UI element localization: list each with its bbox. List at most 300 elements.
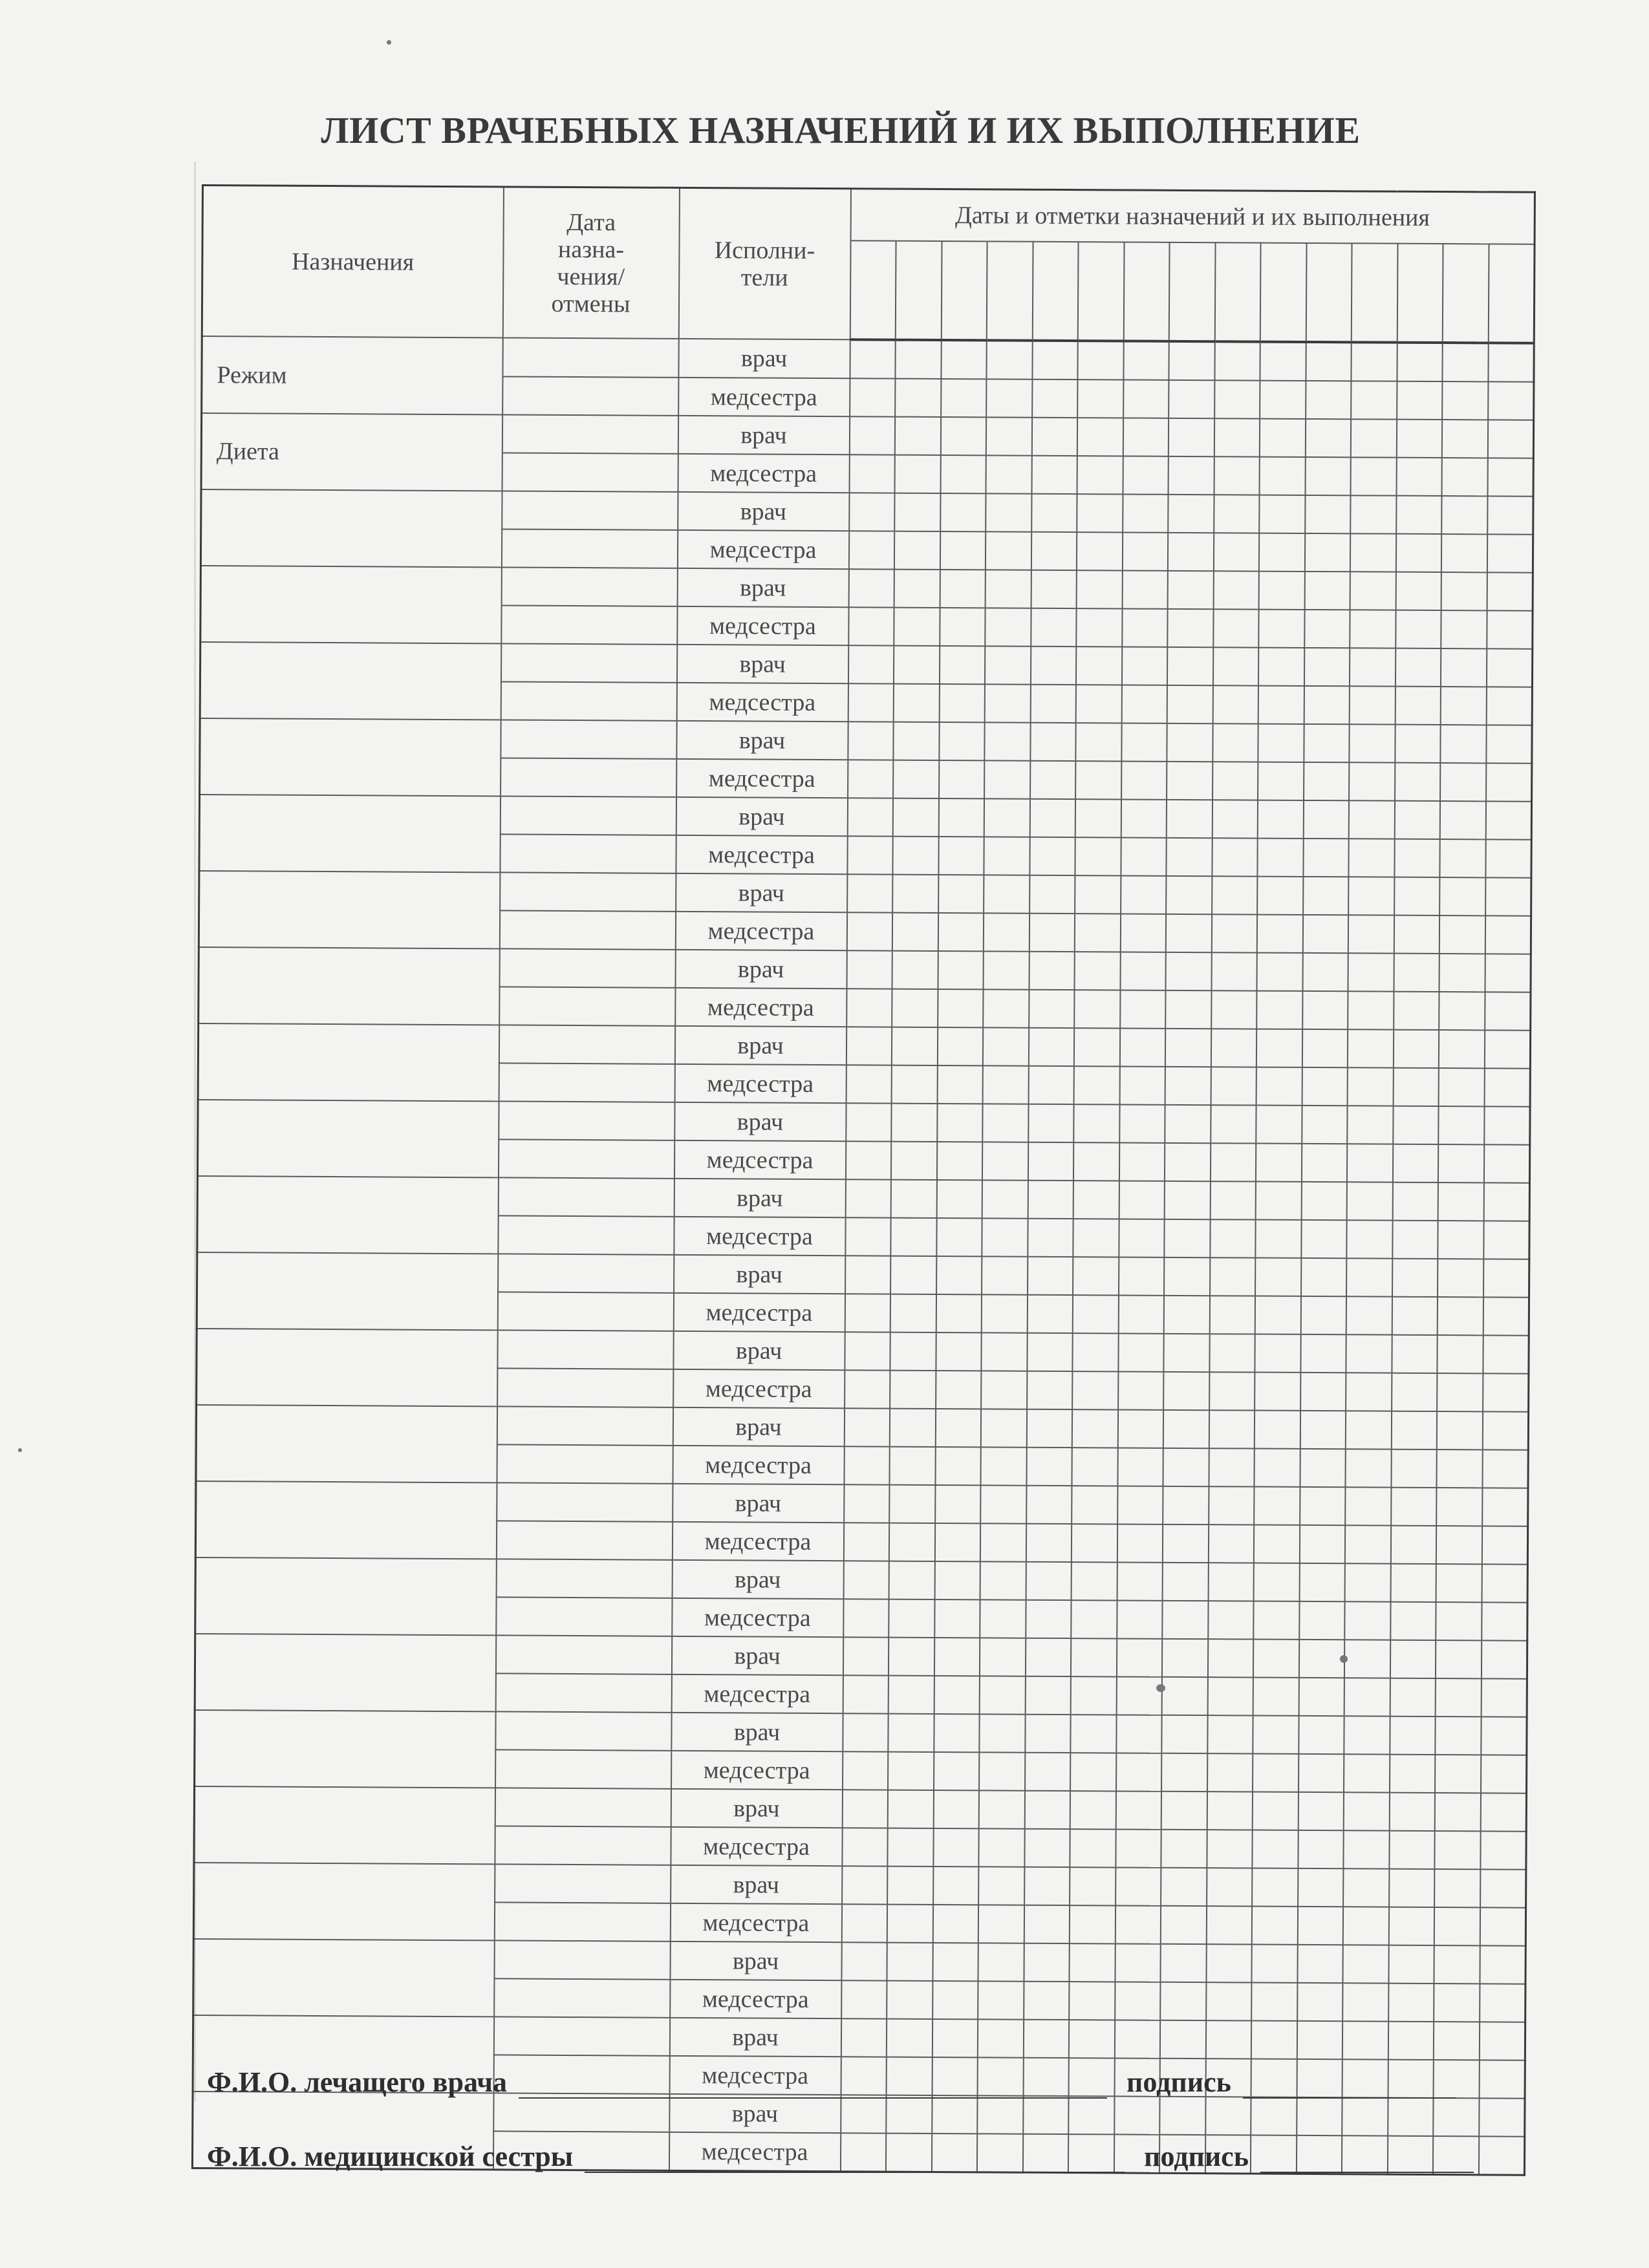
date-cell[interactable]	[498, 1215, 674, 1254]
mark-cell[interactable]	[1121, 685, 1167, 723]
date-cell[interactable]	[500, 796, 676, 835]
mark-cell[interactable]	[1388, 2022, 1434, 2060]
mark-cell[interactable]	[933, 1867, 979, 1905]
mark-cell[interactable]	[1485, 877, 1531, 915]
mark-cell[interactable]	[887, 1867, 933, 1905]
mark-cell[interactable]	[1343, 1868, 1389, 1907]
mark-cell[interactable]	[1122, 570, 1168, 608]
mark-cell[interactable]	[1207, 1677, 1253, 1715]
mark-cell[interactable]	[1078, 341, 1124, 380]
mark-cell[interactable]	[843, 1599, 889, 1637]
mark-cell[interactable]	[890, 1332, 936, 1371]
mark-cell[interactable]	[1119, 1257, 1165, 1295]
mark-cell[interactable]	[1394, 839, 1440, 877]
mark-cell[interactable]	[936, 1294, 982, 1332]
mark-cell[interactable]	[1346, 1411, 1392, 1449]
mark-cell[interactable]	[1351, 457, 1397, 495]
mark-cell[interactable]	[941, 379, 987, 417]
mark-cell[interactable]	[940, 608, 986, 646]
mark-cell[interactable]	[1442, 381, 1488, 420]
mark-cell[interactable]	[1163, 1524, 1209, 1563]
mark-cell[interactable]	[986, 493, 1031, 531]
mark-cell[interactable]	[1169, 456, 1214, 495]
mark-cell[interactable]	[1165, 1181, 1211, 1219]
date-cell[interactable]	[494, 1902, 670, 1941]
mark-cell[interactable]	[1302, 991, 1348, 1029]
mark-cell[interactable]	[1343, 1907, 1389, 1945]
mark-cell[interactable]	[1211, 914, 1257, 952]
mark-cell[interactable]	[1030, 761, 1076, 799]
mark-cell[interactable]	[1441, 610, 1487, 648]
mark-cell[interactable]	[1207, 1792, 1253, 1830]
mark-cell[interactable]	[841, 1980, 887, 2018]
mark-cell[interactable]	[1479, 2060, 1525, 2098]
mark-cell[interactable]	[1163, 1448, 1209, 1486]
mark-cell[interactable]	[1346, 1296, 1392, 1334]
mark-cell[interactable]	[939, 646, 985, 684]
mark-cell[interactable]	[980, 1561, 1026, 1599]
mark-cell[interactable]	[1392, 1373, 1438, 1411]
mark-cell[interactable]	[849, 455, 895, 493]
mark-cell[interactable]	[933, 1828, 979, 1867]
mark-cell[interactable]	[1348, 877, 1394, 915]
mark-cell[interactable]	[1300, 1334, 1346, 1373]
date-cell[interactable]	[499, 1025, 674, 1064]
mark-cell[interactable]	[846, 1065, 892, 1103]
mark-cell[interactable]	[1487, 572, 1533, 610]
mark-cell[interactable]	[887, 1905, 933, 1943]
mark-cell[interactable]	[940, 570, 986, 608]
mark-cell[interactable]	[1122, 532, 1168, 570]
mark-cell[interactable]	[895, 379, 941, 417]
date-column-header[interactable]	[941, 241, 987, 340]
mark-cell[interactable]	[1070, 1715, 1116, 1753]
mark-cell[interactable]	[1026, 1448, 1072, 1486]
mark-cell[interactable]	[1435, 1831, 1481, 1869]
date-cell[interactable]	[500, 872, 676, 911]
mark-cell[interactable]	[979, 1714, 1025, 1752]
mark-cell[interactable]	[1161, 1753, 1207, 1792]
mark-cell[interactable]	[1031, 608, 1077, 647]
mark-cell[interactable]	[1214, 418, 1260, 456]
mark-cell[interactable]	[1484, 1068, 1530, 1106]
mark-cell[interactable]	[1071, 1638, 1117, 1676]
mark-cell[interactable]	[890, 1256, 936, 1294]
mark-cell[interactable]	[843, 1675, 889, 1713]
mark-cell[interactable]	[1480, 1945, 1525, 1984]
mark-cell[interactable]	[1253, 1792, 1299, 1830]
mark-cell[interactable]	[1483, 1297, 1529, 1335]
mark-cell[interactable]	[1211, 952, 1257, 990]
mark-cell[interactable]	[1115, 1905, 1161, 1943]
mark-cell[interactable]	[1074, 1066, 1120, 1104]
mark-cell[interactable]	[1024, 1943, 1070, 1982]
mark-cell[interactable]	[1484, 1144, 1530, 1182]
mark-cell[interactable]	[1479, 2136, 1525, 2175]
mark-cell[interactable]	[1304, 762, 1350, 800]
mark-cell[interactable]	[1205, 2020, 1251, 2059]
mark-cell[interactable]	[841, 1942, 887, 1980]
mark-cell[interactable]	[939, 760, 985, 798]
mark-cell[interactable]	[845, 1332, 890, 1370]
mark-cell[interactable]	[1482, 1488, 1528, 1526]
mark-cell[interactable]	[844, 1446, 890, 1484]
mark-cell[interactable]	[1302, 1106, 1348, 1144]
mark-cell[interactable]	[1075, 914, 1121, 952]
mark-cell[interactable]	[1396, 610, 1441, 648]
mark-cell[interactable]	[1488, 381, 1534, 420]
mark-cell[interactable]	[1437, 1450, 1483, 1488]
mark-cell[interactable]	[1396, 458, 1442, 496]
mark-cell[interactable]	[890, 1409, 936, 1447]
mark-cell[interactable]	[1436, 1602, 1482, 1640]
mark-cell[interactable]	[979, 1790, 1025, 1828]
mark-cell[interactable]	[1252, 1945, 1298, 1983]
mark-cell[interactable]	[1303, 800, 1349, 839]
mark-cell[interactable]	[1488, 420, 1534, 458]
mark-cell[interactable]	[1161, 1715, 1207, 1753]
mark-cell[interactable]	[893, 798, 939, 837]
appointment-cell[interactable]	[194, 1786, 495, 1864]
mark-cell[interactable]	[1486, 725, 1532, 763]
mark-cell[interactable]	[978, 2019, 1024, 2057]
mark-cell[interactable]	[1390, 1755, 1436, 1793]
mark-cell[interactable]	[845, 1217, 891, 1256]
mark-cell[interactable]	[889, 1599, 934, 1638]
mark-cell[interactable]	[1298, 1792, 1344, 1830]
mark-cell[interactable]	[938, 913, 984, 951]
mark-cell[interactable]	[982, 1142, 1028, 1180]
mark-cell[interactable]	[1167, 609, 1213, 647]
mark-cell[interactable]	[1342, 2021, 1388, 2059]
mark-cell[interactable]	[1302, 1067, 1348, 1106]
mark-cell[interactable]	[1123, 380, 1169, 418]
mark-cell[interactable]	[1210, 1257, 1256, 1296]
mark-cell[interactable]	[1487, 496, 1533, 534]
mark-cell[interactable]	[1164, 1296, 1210, 1334]
mark-cell[interactable]	[887, 1828, 933, 1867]
mark-cell[interactable]	[1211, 990, 1257, 1029]
mark-cell[interactable]	[1073, 1219, 1119, 1257]
mark-cell[interactable]	[986, 379, 1032, 417]
mark-cell[interactable]	[1073, 1257, 1119, 1295]
mark-cell[interactable]	[1026, 1562, 1072, 1600]
mark-cell[interactable]	[982, 1180, 1028, 1218]
mark-cell[interactable]	[1348, 1067, 1394, 1106]
mark-cell[interactable]	[1116, 1829, 1161, 1867]
mark-cell[interactable]	[1390, 1640, 1436, 1678]
mark-cell[interactable]	[1028, 1257, 1073, 1295]
appointment-cell[interactable]	[197, 1176, 499, 1254]
mark-cell[interactable]	[1303, 877, 1349, 915]
mark-cell[interactable]	[1346, 1449, 1392, 1487]
mark-cell[interactable]	[1025, 1638, 1071, 1676]
mark-cell[interactable]	[1391, 1450, 1437, 1488]
mark-cell[interactable]	[1433, 2098, 1479, 2136]
mark-cell[interactable]	[932, 1943, 978, 1981]
mark-cell[interactable]	[1161, 1830, 1207, 1868]
mark-cell[interactable]	[1212, 876, 1258, 914]
date-cell[interactable]	[495, 1749, 671, 1788]
mark-cell[interactable]	[1442, 458, 1488, 496]
mark-cell[interactable]	[1072, 1333, 1118, 1371]
mark-cell[interactable]	[1256, 1144, 1302, 1182]
mark-cell[interactable]	[939, 684, 985, 722]
mark-cell[interactable]	[1212, 723, 1258, 762]
mark-cell[interactable]	[890, 1371, 936, 1409]
mark-cell[interactable]	[932, 2095, 978, 2134]
date-column-header[interactable]	[850, 241, 896, 339]
appointment-cell[interactable]: Диета	[201, 413, 502, 491]
mark-cell[interactable]	[889, 1447, 935, 1485]
mark-cell[interactable]	[1351, 381, 1397, 419]
mark-cell[interactable]	[984, 875, 1029, 913]
date-column-header[interactable]	[1214, 242, 1260, 341]
mark-cell[interactable]	[887, 2019, 932, 2057]
mark-cell[interactable]	[1211, 1029, 1256, 1067]
mark-cell[interactable]	[1123, 341, 1169, 380]
mark-cell[interactable]	[1072, 1448, 1118, 1486]
appointment-cell[interactable]	[197, 1100, 499, 1177]
mark-cell[interactable]	[1299, 1716, 1344, 1754]
mark-cell[interactable]	[1482, 1602, 1527, 1640]
mark-cell[interactable]	[1252, 1868, 1298, 1907]
date-cell[interactable]	[498, 1139, 674, 1178]
mark-cell[interactable]	[1162, 1639, 1208, 1677]
mark-cell[interactable]	[934, 1752, 980, 1790]
mark-cell[interactable]	[1344, 1754, 1390, 1792]
date-column-header[interactable]	[1260, 243, 1306, 342]
mark-cell[interactable]	[1254, 1487, 1300, 1525]
mark-cell[interactable]	[1123, 494, 1169, 532]
mark-cell[interactable]	[978, 1867, 1024, 1905]
date-cell[interactable]	[499, 1063, 674, 1102]
mark-cell[interactable]	[848, 645, 894, 683]
mark-cell[interactable]	[1487, 534, 1533, 572]
date-column-header[interactable]	[1488, 244, 1535, 343]
mark-cell[interactable]	[1304, 686, 1350, 724]
mark-cell[interactable]	[889, 1676, 934, 1714]
mark-cell[interactable]	[1439, 1068, 1485, 1106]
mark-cell[interactable]	[1305, 457, 1351, 495]
mark-cell[interactable]	[1440, 839, 1486, 877]
mark-cell[interactable]	[1070, 1753, 1116, 1791]
mark-cell[interactable]	[1165, 1105, 1211, 1143]
mark-cell[interactable]	[1116, 1676, 1162, 1715]
mark-cell[interactable]	[1487, 458, 1533, 496]
mark-cell[interactable]	[1209, 1448, 1255, 1486]
mark-cell[interactable]	[1073, 1104, 1119, 1142]
mark-cell[interactable]	[978, 1943, 1024, 1981]
mark-cell[interactable]	[984, 837, 1029, 875]
mark-cell[interactable]	[1483, 1259, 1529, 1297]
mark-cell[interactable]	[1255, 1411, 1300, 1449]
mark-cell[interactable]	[1482, 1450, 1528, 1488]
mark-cell[interactable]	[1436, 1717, 1482, 1755]
mark-cell[interactable]	[1212, 838, 1258, 876]
mark-cell[interactable]	[1258, 686, 1304, 724]
date-cell[interactable]	[500, 834, 676, 873]
mark-cell[interactable]	[847, 874, 893, 912]
mark-cell[interactable]	[846, 950, 892, 989]
mark-cell[interactable]	[1168, 495, 1214, 533]
mark-cell[interactable]	[895, 340, 941, 379]
mark-cell[interactable]	[1305, 419, 1351, 457]
appointment-cell[interactable]	[200, 489, 502, 567]
mark-cell[interactable]	[1076, 685, 1122, 723]
mark-cell[interactable]	[1117, 1524, 1163, 1562]
mark-cell[interactable]	[982, 1294, 1028, 1332]
mark-cell[interactable]	[985, 646, 1031, 684]
mark-cell[interactable]	[1121, 837, 1167, 875]
mark-cell[interactable]	[1114, 2020, 1160, 2058]
appointment-cell[interactable]	[200, 718, 501, 796]
mark-cell[interactable]	[1305, 533, 1351, 572]
mark-cell[interactable]	[887, 1981, 932, 2019]
mark-cell[interactable]	[1027, 1371, 1073, 1409]
mark-cell[interactable]	[1396, 534, 1442, 572]
mark-cell[interactable]	[1207, 1753, 1253, 1792]
date-cell[interactable]	[501, 643, 676, 682]
mark-cell[interactable]	[1304, 572, 1350, 610]
mark-cell[interactable]	[1075, 952, 1121, 990]
mark-cell[interactable]	[1251, 1983, 1297, 2021]
mark-cell[interactable]	[1169, 341, 1215, 380]
mark-cell[interactable]	[1206, 1944, 1252, 1982]
mark-cell[interactable]	[1070, 1905, 1116, 1943]
mark-cell[interactable]	[1023, 2096, 1069, 2134]
mark-cell[interactable]	[1160, 2020, 1206, 2059]
mark-cell[interactable]	[938, 951, 984, 989]
mark-cell[interactable]	[1394, 1030, 1439, 1068]
date-column-header[interactable]	[1078, 242, 1124, 341]
mark-cell[interactable]	[1251, 2021, 1297, 2059]
mark-cell[interactable]	[1345, 1563, 1391, 1601]
mark-cell[interactable]	[843, 1561, 889, 1599]
mark-cell[interactable]	[932, 2019, 978, 2057]
date-cell[interactable]	[502, 376, 678, 415]
mark-cell[interactable]	[1260, 457, 1306, 495]
mark-cell[interactable]	[1211, 1105, 1256, 1143]
mark-cell[interactable]	[1031, 647, 1077, 685]
mark-cell[interactable]	[1073, 1181, 1119, 1219]
mark-cell[interactable]	[1167, 762, 1212, 800]
mark-cell[interactable]	[986, 531, 1031, 570]
mark-cell[interactable]	[985, 684, 1031, 722]
mark-cell[interactable]	[1166, 952, 1212, 990]
mark-cell[interactable]	[1389, 1869, 1435, 1907]
mark-cell[interactable]	[938, 989, 984, 1027]
mark-cell[interactable]	[1442, 420, 1488, 458]
mark-cell[interactable]	[1072, 1486, 1117, 1524]
mark-cell[interactable]	[1072, 1524, 1117, 1562]
mark-cell[interactable]	[1436, 1526, 1482, 1564]
mark-cell[interactable]	[841, 2095, 887, 2133]
mark-cell[interactable]	[1299, 1640, 1345, 1678]
mark-cell[interactable]	[1480, 2022, 1525, 2060]
appointment-cell[interactable]	[193, 1939, 495, 2017]
mark-cell[interactable]	[889, 1485, 935, 1523]
mark-cell[interactable]	[1302, 915, 1348, 953]
mark-cell[interactable]	[1163, 1486, 1209, 1524]
mark-cell[interactable]	[1070, 1829, 1116, 1867]
mark-cell[interactable]	[1208, 1563, 1254, 1601]
mark-cell[interactable]	[1438, 1182, 1484, 1221]
mark-cell[interactable]	[1031, 456, 1077, 494]
mark-cell[interactable]	[984, 760, 1030, 798]
date-cell[interactable]	[501, 720, 676, 758]
mark-cell[interactable]	[1441, 572, 1487, 610]
mark-cell[interactable]	[1252, 1907, 1298, 1945]
mark-cell[interactable]	[1255, 1296, 1301, 1334]
mark-cell[interactable]	[1342, 1983, 1388, 2021]
mark-cell[interactable]	[1438, 1106, 1484, 1144]
mark-cell[interactable]	[1437, 1411, 1483, 1450]
mark-cell[interactable]	[1121, 875, 1167, 914]
mark-cell[interactable]	[1214, 495, 1260, 533]
mark-cell[interactable]	[1434, 2022, 1480, 2060]
mark-cell[interactable]	[1434, 1984, 1480, 2022]
mark-cell[interactable]	[1344, 1640, 1390, 1678]
mark-cell[interactable]	[1119, 1028, 1165, 1066]
mark-cell[interactable]	[889, 1561, 935, 1599]
mark-cell[interactable]	[939, 722, 985, 760]
date-cell[interactable]	[497, 1330, 673, 1369]
mark-cell[interactable]	[934, 1523, 980, 1561]
mark-cell[interactable]	[934, 1676, 980, 1714]
mark-cell[interactable]	[1438, 1221, 1484, 1259]
mark-cell[interactable]	[1480, 1984, 1525, 2022]
mark-cell[interactable]	[1166, 914, 1212, 952]
mark-cell[interactable]	[1436, 1564, 1482, 1602]
mark-cell[interactable]	[892, 875, 938, 913]
mark-cell[interactable]	[1299, 1601, 1345, 1640]
mark-cell[interactable]	[1346, 1334, 1392, 1373]
mark-cell[interactable]	[1297, 2097, 1342, 2135]
mark-cell[interactable]	[1117, 1638, 1163, 1676]
mark-cell[interactable]	[890, 1294, 936, 1332]
mark-cell[interactable]	[1214, 380, 1260, 418]
date-cell[interactable]	[501, 758, 676, 797]
mark-cell[interactable]	[1073, 1295, 1119, 1333]
mark-cell[interactable]	[1350, 686, 1396, 724]
mark-cell[interactable]	[1297, 2021, 1342, 2059]
mark-cell[interactable]	[1441, 687, 1487, 725]
mark-cell[interactable]	[1343, 1945, 1389, 1983]
mark-cell[interactable]	[1163, 1372, 1209, 1410]
mark-cell[interactable]	[1023, 2020, 1069, 2058]
mark-cell[interactable]	[843, 1523, 889, 1561]
mark-cell[interactable]	[984, 722, 1030, 760]
mark-cell[interactable]	[1168, 533, 1214, 571]
mark-cell[interactable]	[1209, 1296, 1255, 1334]
mark-cell[interactable]	[1344, 1601, 1390, 1640]
mark-cell[interactable]	[1441, 534, 1487, 572]
mark-cell[interactable]	[984, 798, 1030, 837]
mark-cell[interactable]	[940, 455, 986, 493]
mark-cell[interactable]	[1392, 1259, 1438, 1297]
mark-cell[interactable]	[1076, 608, 1122, 647]
mark-cell[interactable]	[1302, 1144, 1348, 1182]
mark-cell[interactable]	[1300, 1525, 1346, 1563]
mark-cell[interactable]	[892, 951, 938, 989]
mark-cell[interactable]	[1439, 992, 1485, 1030]
mark-cell[interactable]	[1161, 1868, 1207, 1906]
mark-cell[interactable]	[1072, 1562, 1117, 1600]
mark-cell[interactable]	[978, 1905, 1024, 1943]
mark-cell[interactable]	[981, 1371, 1027, 1409]
mark-cell[interactable]	[1117, 1562, 1163, 1600]
